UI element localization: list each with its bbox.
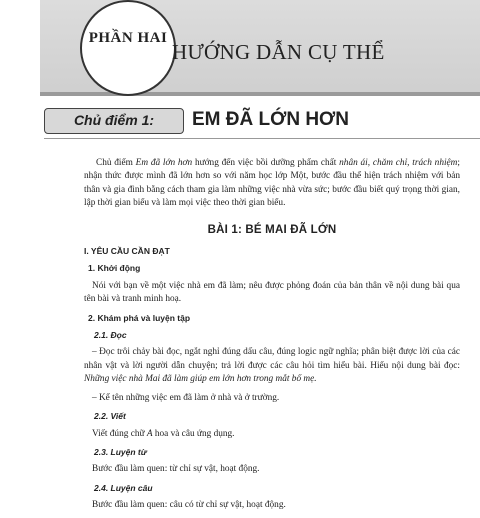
subsection-heading-sentences: 2.4. Luyện câu xyxy=(94,482,153,493)
section-heading: I. YÊU CẦU CẦN ĐẠT xyxy=(84,246,170,257)
subsection-heading-reading: 2.1. Đọc xyxy=(94,330,127,341)
part-label: PHẦN HAI xyxy=(88,30,168,46)
reading-text-2: – Kể tên những việc em đã làm ở nhà và ở trường. xyxy=(92,392,280,403)
part-title: HƯỚNG DẪN CỤ THỂ xyxy=(172,40,385,64)
sentences-text: Bước đầu làm quen: câu có từ chỉ sự vật, hoạt động. xyxy=(92,500,286,511)
topic-label: Chủ điểm 1: xyxy=(73,112,155,128)
vocabulary-text: Bước đầu làm quen: từ chỉ sự vật, hoạt động. xyxy=(92,464,260,475)
topic-title: EM ĐÃ LỚN HƠN xyxy=(192,109,349,130)
subsection-heading-explore: 2. Khám phá và luyện tập xyxy=(88,312,191,323)
subsection-heading-warmup: 1. Khởi động xyxy=(88,263,141,274)
topic-underline xyxy=(44,138,480,139)
subsection-heading-vocabulary: 2.3. Luyện từ xyxy=(94,446,147,457)
warmup-text: Nói với bạn về một việc nhà em đã làm; nêu được phỏng đoán của bản thân về nội dung bài qua tên bài và tranh minh hoạ. xyxy=(84,280,460,305)
lesson-title: BÀI 1: BÉ MAI ĐÃ LỚN xyxy=(207,223,337,236)
subsection-heading-writing: 2.2. Viết xyxy=(94,411,126,422)
intro-paragraph: Chủ điểm Em đã lớn hơn hướng đến việc bồi dưỡng phẩm chất nhân ái, chăm chỉ, trách nhiệm; nhận thức được mình đã lớn hơn so với năm học lớp Một, bước đầu thể hiện trách nhiệm với bản thân và gia đình bằng cách tham gia làm những việc nhà vừa sức; bước đầu biết quý trọng thời gian, lập thời gian biểu và làm mọi việc theo thời gian biểu. xyxy=(84,158,460,209)
writing-text: Viết đúng chữ A hoa và câu ứng dụng. xyxy=(92,428,235,439)
reading-text: – Đọc trôi chảy bài đọc, ngắt nghỉ đúng dấu câu, đúng logic ngữ nghĩa; phân biệt được lời của các nhân vật và lời người dẫn chuyện; trả lời được các câu hỏi tìm hiểu bài. Hiểu nội dung bài đọc: Những việc nhà Mai đã làm giúp em lớn hơn trong mắt bố mẹ. xyxy=(84,347,460,385)
part-badge xyxy=(80,0,176,96)
page-content xyxy=(84,157,460,518)
header-divider xyxy=(40,92,480,96)
